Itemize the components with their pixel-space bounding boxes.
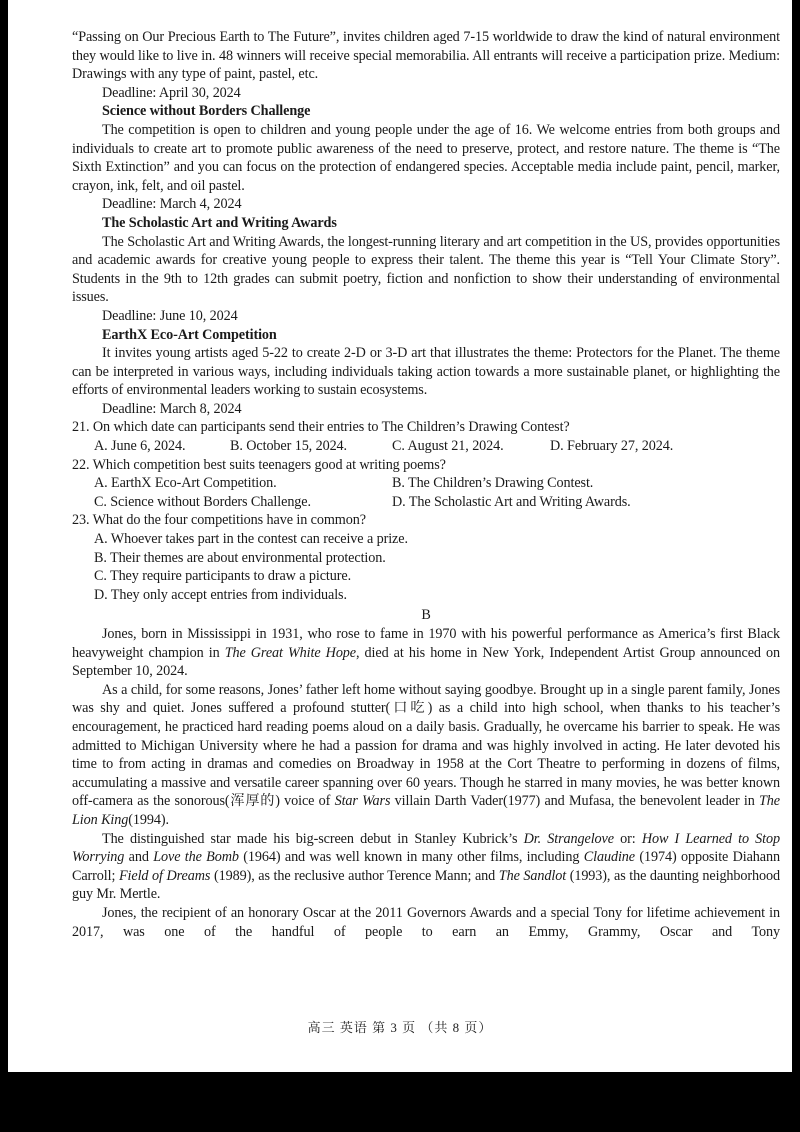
text-run: and [124,849,154,866]
intro-deadline: Deadline: April 30, 2024 [102,84,241,101]
text-run: (1989), as the reclusive author Terence Mann; and [210,867,499,884]
text-run: or: [613,830,642,847]
competition-body: The competition is open to children and young people under the age of 16. We welcome entries from both groups and individuals to create art to promote public awareness of the need to preserve, protect, and restore nature. The theme is “The Sixth Extinction” and you can focus on the protection of endangered species. Acceptable media include paint, pencil, marker, crayon, ink, felt, and oil pastel. [72,121,780,194]
option-b: B. Their themes are about environmental protection. [94,549,386,566]
option-b: B. October 15, 2024. [230,438,348,455]
question-stem: 22. Which competition best suits teenagers good at writing poems? [72,456,446,473]
text-run: villain Darth Vader(1977) and Mufasa, the benevolent leader in [390,793,760,810]
text-run: , died at his home in New York, Independent Artist Group announced on September 10, 2024. [72,644,780,680]
option-d: D. The Scholastic Art and Writing Awards. [392,493,631,510]
intro-paragraph: “Passing on Our Precious Earth to The Future”, invites children aged 7-15 worldwide to draw the kind of natural environment they would like to live in. 48 winners will receive special memorabilia. All entrants will receive a participation prize. Medium: Drawings with any type of paint, pastel, etc. [72,29,780,83]
question-options-row [72,474,780,493]
question-options [72,437,780,456]
film-title: The Great White Hope [224,644,356,661]
film-title: Star Wars [334,793,391,810]
page-content [72,28,780,941]
passage-b-paragraph-2 [72,681,780,830]
text-run: (1974) opposite Diahann Carroll; [72,849,780,884]
option-b: B. The Children’s Drawing Contest. [392,475,594,492]
competition-title: The Scholastic Art and Writing Awards [102,214,337,231]
exam-page [8,0,792,1072]
film-title: How I Learned to Stop Worrying [72,830,780,866]
option-c: C. Science without Borders Challenge. [94,493,311,510]
competition-deadline: Deadline: March 4, 2024 [102,196,242,213]
passage-b-paragraph-4: Jones, the recipient of an honorary Oscar at the 2011 Governors Awards and a special Tony for lifetime achievement in 2017, was one of the handful of people to earn an Emmy, Grammy, Oscar and Tony [72,904,780,940]
passage-b-paragraph-3 [72,830,780,904]
competition-title: EarthX Eco-Art Competition [102,326,277,343]
text-run: Jones, born in Mississippi in 1931, who rose to fame in 1970 with his powerful performance as America’s first Black heavyweight champion in [72,626,780,661]
competition-body: It invites young artists aged 5-22 to create 2-D or 3-D art that illustrates the theme: Protectors for the Planet. The theme can be interpreted in various ways, including individuals taking action towards a more sustainable planet, or highlighting the efforts of environmental leaders working to sustain ecosystems. [72,345,780,399]
competition-deadline: Deadline: March 8, 2024 [102,400,242,417]
option-a: A. Whoever takes part in the contest can receive a prize. [94,531,408,548]
question-stem: 23. What do the four competitions have in common? [72,512,366,529]
film-title: Dr. Strangelove [523,830,614,847]
film-title: Love the Bomb [153,849,239,866]
film-title: The Sandlot [498,867,567,884]
passage-b-paragraph-1 [72,625,780,681]
text-run: (1964) and was well known in many other films, including [238,849,584,866]
page-footer: 高三 英语 第 3 页 （共 8 页） [307,1020,493,1035]
competition-deadline: Deadline: June 10, 2024 [102,307,238,324]
question-options-row [72,493,780,512]
option-a: A. EarthX Eco-Art Competition. [94,475,277,492]
film-title: Field of Dreams [118,867,211,884]
text-run: (1994). [128,811,169,828]
option-c: C. They require participants to draw a picture. [94,568,352,585]
film-title: The Lion King [72,793,780,828]
option-d: D. February 27, 2024. [550,438,674,455]
film-title: Claudine [583,849,635,866]
option-a: A. June 6, 2024. [94,438,186,455]
competition-body: The Scholastic Art and Writing Awards, the longest-running literary and art competition in the US, provides opportunities and academic awards for creative young people to express their talent. The theme this year is “Tell Your Climate Story”. Students in the 9th to 12th grades can submit poetry, fiction and nonfiction to show their understanding of environmental issues. [72,233,780,306]
question-stem: 21. On which date can participants send their entries to The Children’s Drawing Contest? [72,419,570,436]
text-run: The distinguished star made his big-screen debut in Stanley Kubrick’s [102,830,524,847]
text-run: As a child, for some reasons, Jones’ father left home without saying goodbye. Brought up in a single parent family, Jones was shy and quiet. Jones suffered a profound stutter(口吃) as a child into high school, when thanks to his teacher’s encouragement, he practiced hard reading poems aloud on a daily basis. Gradually, he overcame his barrier to speak. He was admitted to Michigan University where he had a passion for drama and was highly involved in acting. He later devoted his time to from acting in dramas and comedies on Broadway in 1958 at the Cort Theatre to performing in dozens of films, accumulating a massive and versatile career spanning over 60 years. Though he starred in many movies, he was better known off-camera as the sonorous(浑厚的) voice of [72,681,780,810]
option-d: D. They only accept entries from individuals. [94,586,347,603]
competition-title: Science without Borders Challenge [102,103,311,120]
section-heading: B [421,607,431,624]
option-c: C. August 21, 2024. [392,438,504,455]
text-run: (1993), as the daunting neighborhood guy Mr. Mertle. [72,867,781,903]
